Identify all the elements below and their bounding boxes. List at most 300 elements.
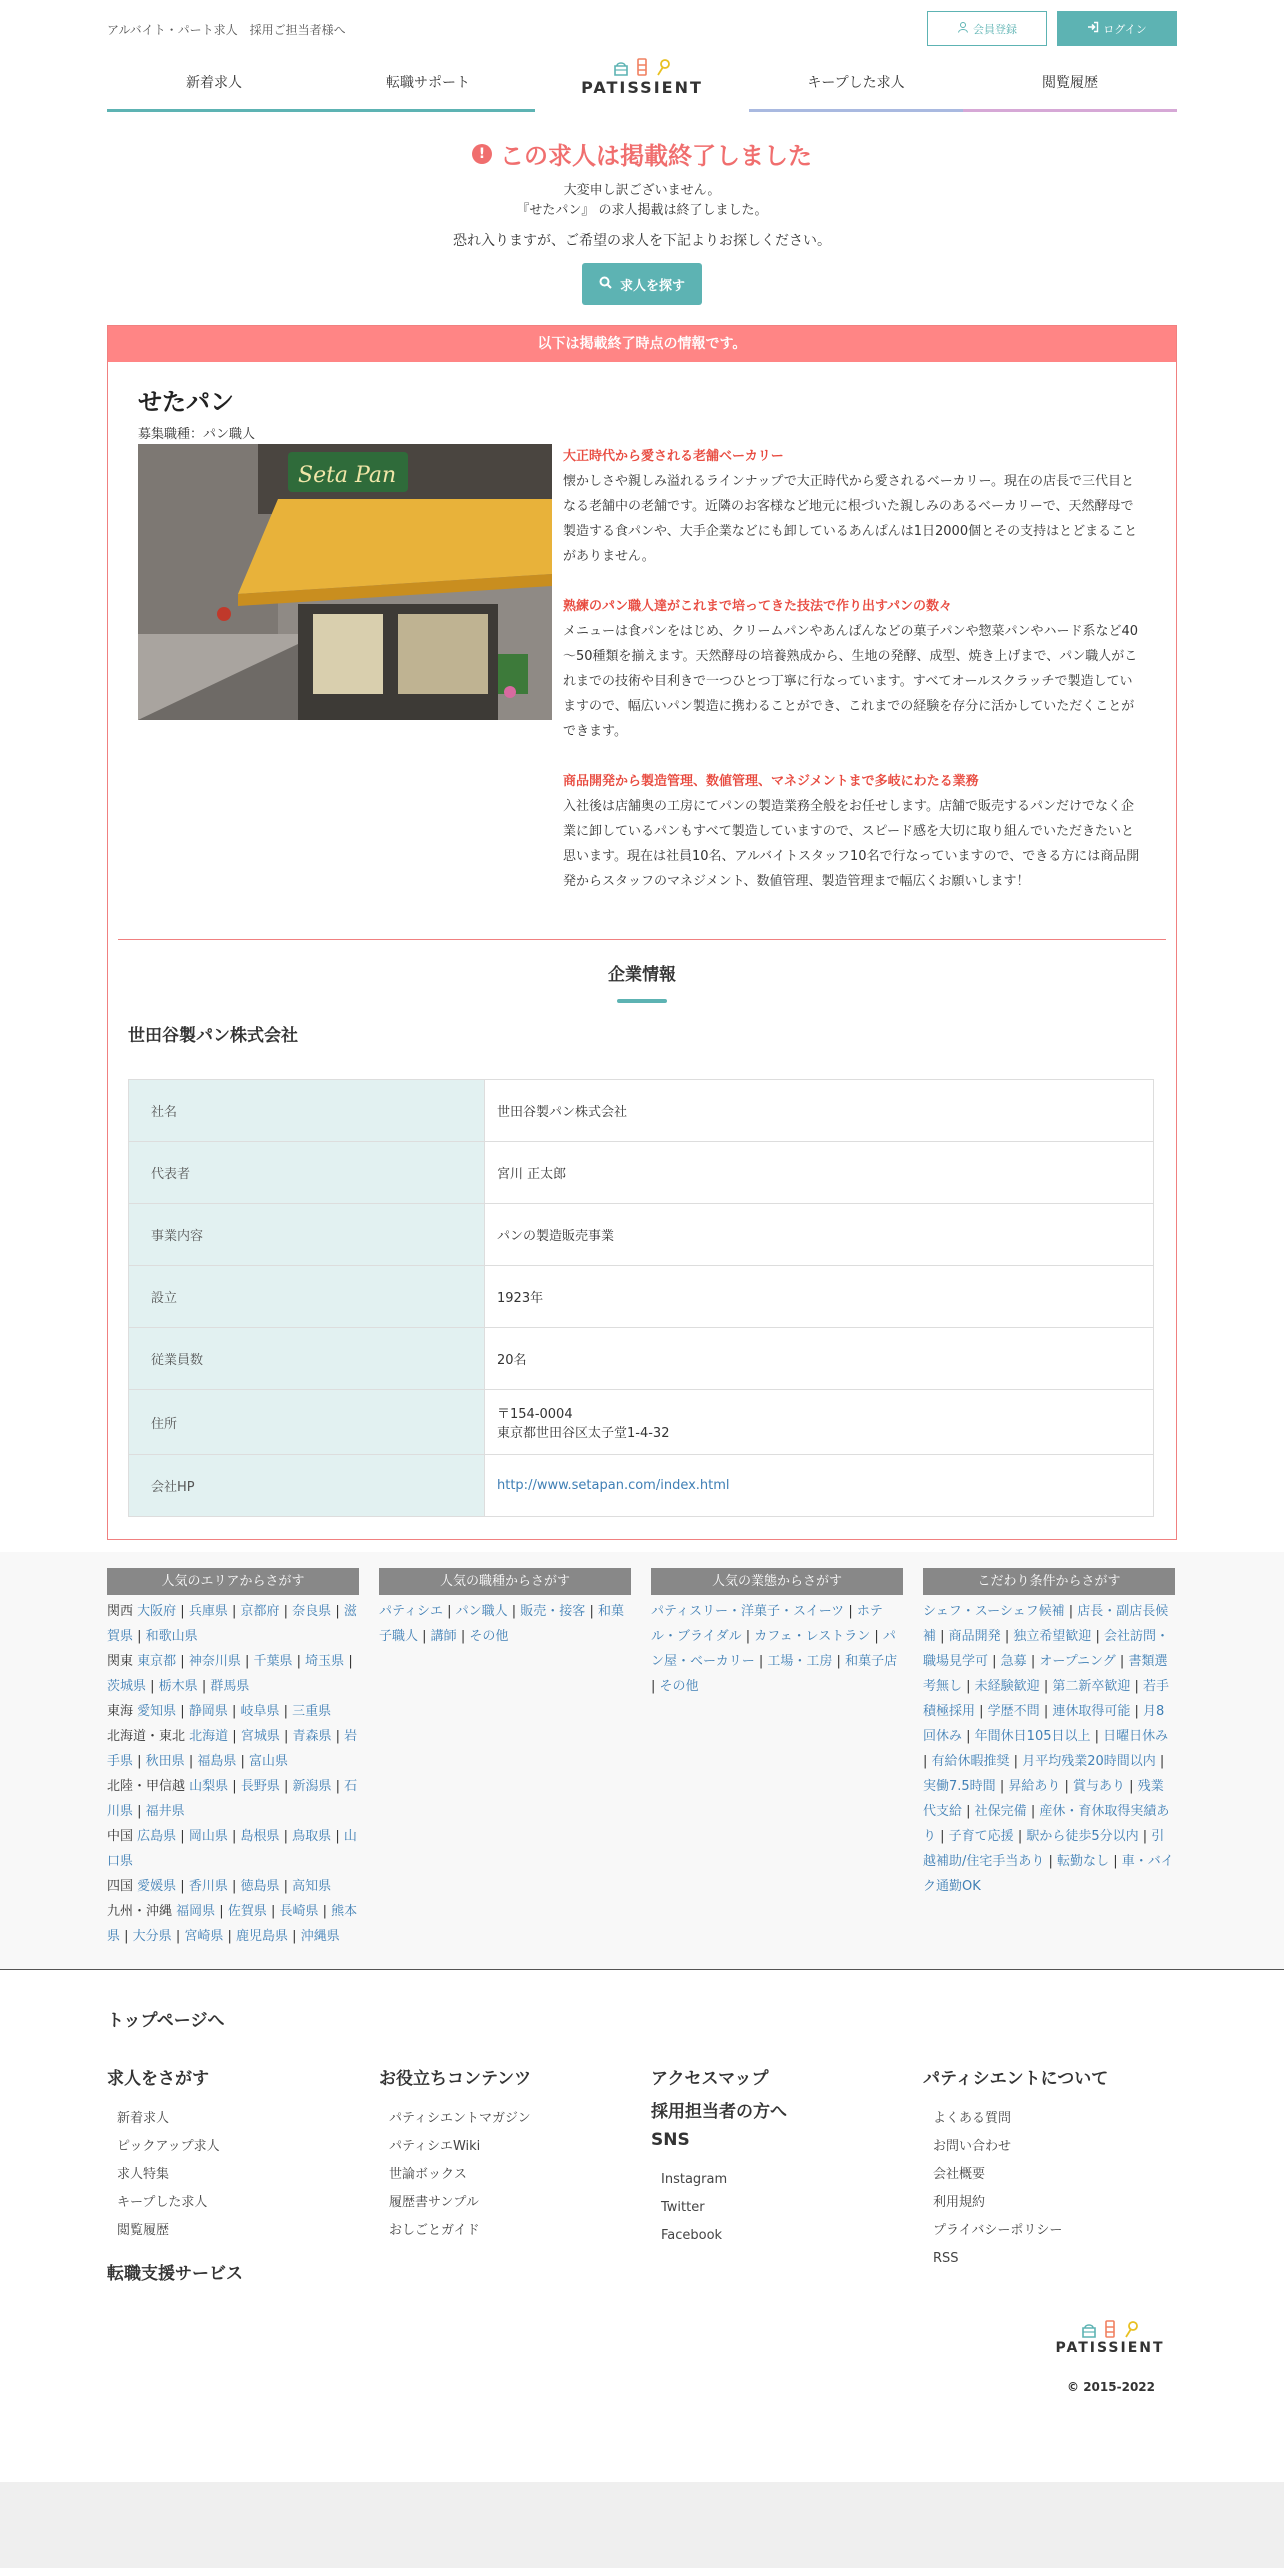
link-separator: | [1000,1629,1014,1644]
company-name: 世田谷製パン株式会社 [128,1026,298,1046]
search-link[interactable]: 岐阜県 [240,1704,280,1719]
link-separator: | [227,1879,241,1894]
link-separator: | [923,1754,932,1769]
search-link[interactable]: 宮城県 [240,1729,280,1744]
row-value: 宮川 正太郎 [485,1142,1154,1204]
search-link[interactable]: 長崎県 [279,1904,319,1919]
link-separator: | [227,1604,241,1619]
footer-link-list [107,2105,367,2245]
row-value [485,1390,1154,1455]
search-link[interactable]: 工場・工房 [767,1654,833,1669]
row-key: 住所 [129,1390,485,1455]
nav-history[interactable]: 閲覧履歴 [1042,75,1098,91]
section-heading-3: 商品開発から製造管理、数値管理、マネジメントまで多岐にわたる業務 [563,774,979,789]
search-link[interactable]: 書類選考無し [923,1654,1168,1694]
search-link[interactable]: 広島県 [137,1829,177,1844]
area-group [107,1649,359,1699]
row-value: 1923年 [485,1266,1154,1328]
link-separator: | [1026,1654,1040,1669]
link-separator: | [962,1679,975,1694]
search-link[interactable]: カフェ・レストラン [754,1629,871,1644]
search-link[interactable]: 茨城県 [107,1679,147,1694]
link-separator: | [197,1679,211,1694]
link-separator: | [279,1779,293,1794]
search-link[interactable]: 和菓子店 [845,1654,898,1669]
row-value [485,1455,1154,1517]
search-link[interactable]: 岩手県 [107,1729,358,1769]
area-group [107,1824,359,1874]
search-link[interactable]: パン屋・ベーカリー [651,1629,896,1669]
search-link[interactable]: 急募 [1000,1654,1027,1669]
section-heading-2: 熟練のパン職人達がこれまで培ってきた技法で作り出すパンの数々 [563,599,952,614]
area-group-label: 四国 [107,1879,134,1894]
postal-code: 〒154-0004 [497,1407,573,1422]
nav-career-support[interactable]: 転職サポート [386,75,470,91]
search-link[interactable]: 会社訪問・職場見学可 [923,1629,1170,1669]
link-separator: | [442,1604,456,1619]
search-link[interactable]: 長野県 [240,1779,280,1794]
link-separator: | [1109,1854,1122,1869]
table-row [129,1455,1154,1517]
search-link[interactable]: シェフ・スーシェフ候補 [923,1604,1065,1619]
footer-logo[interactable] [1045,2318,1175,2356]
search-links-section [0,1552,1284,1970]
link-separator: | [120,1929,133,1944]
search-link[interactable]: 千葉県 [253,1654,293,1669]
search-link[interactable]: 徳島県 [240,1879,280,1894]
job-detail [108,362,1176,939]
search-link[interactable]: 実働7.5時間 [923,1779,996,1794]
search-link[interactable]: 富山県 [249,1754,289,1769]
table-row [129,1390,1154,1455]
search-link[interactable]: 新潟県 [292,1779,332,1794]
footer-sns-link[interactable]: Twitter [661,2200,705,2215]
table-row [129,1080,1154,1142]
search-link[interactable]: その他 [469,1629,509,1644]
biz-search-title: 人気の業態からさがす [651,1568,903,1595]
shop-name: せたパン [138,388,234,416]
link-separator: | [288,1929,301,1944]
search-link[interactable]: 昇給あり [1008,1779,1061,1794]
search-icon [599,276,612,293]
link-separator: | [176,1829,189,1844]
header-tagline-link[interactable]: アルバイト・パート求人 採用ご担当者様へ [107,23,346,37]
cond-search-column [923,1568,1175,1949]
footer-col-about [923,2064,1183,2273]
area-group [107,1599,359,1649]
footer-sns-title: SNS [651,2130,690,2150]
link-separator: | [279,1879,293,1894]
job-description [563,444,1143,919]
job-search-column [379,1568,631,1949]
link-separator: | [1130,1704,1144,1719]
link-separator: | [331,1729,345,1744]
footer-link-list [379,2105,639,2245]
login-label: ログイン [1103,22,1147,36]
link-separator: | [1155,1754,1165,1769]
search-link[interactable]: 大阪府 [137,1604,177,1619]
search-link[interactable]: 東京都 [137,1654,177,1669]
link-separator: | [754,1654,768,1669]
link-separator: | [133,1754,146,1769]
footer-link[interactable]: ピックアップ求人 [117,2139,220,2154]
search-link[interactable]: 鹿児島県 [236,1929,289,1944]
search-link[interactable]: 群馬県 [210,1679,250,1694]
link-separator: | [651,1679,660,1694]
site-logo[interactable] [572,56,712,100]
link-separator: | [133,1629,146,1644]
shop-photo [138,444,552,720]
search-link[interactable]: 大分県 [132,1929,172,1944]
ended-notice [107,112,1177,305]
search-link[interactable]: 福井県 [145,1804,185,1819]
row-key: 従業員数 [129,1328,485,1390]
link-separator: | [171,1929,185,1944]
link-separator: | [228,1779,241,1794]
site-footer [107,1970,1177,2500]
table-row [129,1328,1154,1390]
search-link[interactable]: 若手積極採用 [923,1679,1170,1719]
footer-col-title: パティシエントについて [923,2069,1109,2089]
search-link[interactable]: 和歌山県 [145,1629,198,1644]
footer-link[interactable]: 閲覧履歴 [117,2223,170,2238]
link-separator: | [331,1604,344,1619]
link-separator: | [133,1804,146,1819]
section-body-3: 入社後は店舗奥の工房にてパンの製造業務全般をお任せします。店舗で販売するパンだけでなく企業に卸しているパンもすべて製造していますので、スピード感を大切に取り組んでいただきたいと思います。現在は社員10名、アルバイトスタッフ10名で行なっていますので、できる方には商品開発からスタッフのマネジメント、数値管理、製造管理まで幅広くお願いします！ [563,799,1140,889]
search-link[interactable]: 子育て応援 [948,1829,1014,1844]
search-link[interactable]: 愛媛県 [137,1879,177,1894]
section-body-1: 懐かしさや親しみ溢れるラインナップで大正時代から愛されるベーカリー。現在の店長で三代目となる老舗中の老舗です。近隣のお客様など地元に根づいた親しみのあるベーカリーで、天然酵母で製造する食パンや、大手企業などにも卸しているあんぱんは1日2000個とその支持はとどまることがありません。 [563,474,1138,564]
bottom-band [0,2482,1284,2568]
link-separator: | [227,1829,241,1844]
footer-col-title[interactable]: 求人をさがす [107,2069,209,2089]
search-link[interactable]: 独立希望歓迎 [1013,1629,1092,1644]
link-separator: | [279,1604,293,1619]
footer-for-recruiters[interactable]: 採用担当者の方へ [651,2102,787,2122]
search-link[interactable]: 第二新卒歓迎 [1052,1679,1131,1694]
table-row [129,1266,1154,1328]
area-group [107,1899,359,1949]
search-link[interactable]: 秋田県 [145,1754,185,1769]
ended-title-text: この求人は掲載終了しました [500,142,812,170]
search-link[interactable]: 講師 [430,1629,457,1644]
link-separator: | [962,1804,975,1819]
link-separator: | [1039,1704,1053,1719]
search-link[interactable]: 沖縄県 [300,1929,340,1944]
search-link[interactable]: ホテル・ブライダル [651,1604,883,1644]
footer-link[interactable]: 求人特集 [117,2167,170,2182]
link-separator: | [176,1654,189,1669]
company-info-table [128,1079,1154,1517]
area-group [107,1874,359,1899]
search-link[interactable]: 奈良県 [292,1604,332,1619]
link-separator: | [585,1604,598,1619]
section-heading-1: 大正時代から愛される老舗ベーカリー [563,449,784,464]
area-group-label: 九州・沖縄 [107,1904,173,1919]
link-separator: | [988,1654,1001,1669]
footer-link[interactable]: お問い合わせ [933,2139,1012,2154]
nav-new-jobs[interactable]: 新着求人 [186,75,242,91]
search-link[interactable]: 青森県 [292,1729,332,1744]
footer-link[interactable]: プライバシーポリシー [933,2223,1063,2238]
link-separator: | [184,1754,198,1769]
search-link[interactable]: 滋賀県 [107,1604,357,1644]
footer-link[interactable]: 新着求人 [117,2111,170,2126]
footer-link[interactable]: パティシエントマガジン [389,2111,531,2126]
link-separator: | [962,1729,975,1744]
link-separator: | [844,1604,857,1619]
search-link[interactable]: 月8回休み [923,1704,1165,1744]
company-hp-link[interactable]: http://www.setapan.com/index.html [497,1478,730,1493]
link-separator: | [331,1779,345,1794]
cond-search-title: こだわり条件からさがす [923,1568,1175,1595]
footer-col-search [107,2064,367,2300]
footer-col-contents [379,2064,639,2245]
footer-access-map[interactable]: アクセスマップ [651,2069,769,2089]
area-group [107,1699,359,1724]
search-link[interactable]: 駅から徒歩5分以内 [1026,1829,1139,1844]
area-group-label: 東海 [107,1704,134,1719]
area-group-label: 関西 [107,1604,134,1619]
nav-underline-kept [749,109,963,112]
search-link[interactable]: 販売・接客 [520,1604,586,1619]
footer-logo-text: PATISSIENT [1055,2340,1165,2356]
area-group [107,1774,359,1824]
search-link[interactable]: 年間休日105日以上 [974,1729,1091,1744]
footer-sns-link[interactable]: Instagram [661,2172,728,2187]
ended-title [107,136,1177,171]
search-link[interactable]: 未経験歓迎 [974,1679,1040,1694]
footer-link[interactable]: 世論ボックス [389,2167,467,2182]
logo-icons [572,56,712,76]
search-jobs-label: 求人を探す [619,278,685,294]
cond-link-list [923,1599,1175,1899]
search-link[interactable]: パティシエ [379,1604,443,1619]
link-separator: | [1026,1804,1040,1819]
search-link[interactable]: 和菓子職人 [379,1604,624,1644]
link-separator: | [236,1754,250,1769]
user-icon [957,21,969,36]
link-separator: | [1009,1754,1023,1769]
search-link[interactable]: 山梨県 [189,1779,229,1794]
notice-line-2: 『せたパン』 の求人掲載は終了しました。 [516,203,768,218]
link-separator: | [176,1879,189,1894]
link-separator: | [228,1729,241,1744]
archived-banner: 以下は掲載終了時点の情報です。 [108,326,1176,362]
search-link[interactable]: 賞与あり [1073,1779,1126,1794]
link-separator: | [1039,1679,1053,1694]
notice-line-3: 恐れ入りますが、ご希望の求人を下記よりお探しください。 [453,233,831,249]
search-link[interactable]: 日曜日休み [1103,1729,1169,1744]
search-link[interactable]: 三重県 [292,1704,332,1719]
register-button[interactable] [927,11,1047,46]
link-separator: | [279,1829,293,1844]
nav-underline-history [963,109,1177,112]
search-link[interactable]: 月平均残業20時間以内 [1022,1754,1156,1769]
search-link[interactable]: 愛知県 [137,1704,177,1719]
footer-sns-list [651,2166,911,2250]
link-separator: | [176,1604,189,1619]
link-separator: | [331,1829,344,1844]
footer-col-title[interactable]: お役立ちコンテンツ [379,2069,532,2089]
search-jobs-button[interactable] [582,263,702,305]
search-link[interactable]: 北海道 [189,1729,229,1744]
search-link[interactable]: 引越補助/住宅手当あり [923,1829,1165,1869]
link-separator: | [936,1829,949,1844]
link-separator: | [227,1704,241,1719]
search-link[interactable]: 商品開発 [948,1629,1001,1644]
search-link[interactable]: 福島県 [197,1754,237,1769]
link-separator: | [1090,1729,1104,1744]
link-separator: | [1064,1604,1078,1619]
search-link[interactable]: 佐賀県 [227,1904,267,1919]
link-separator: | [318,1904,332,1919]
footer-career-support[interactable]: 転職支援サービス [107,2264,243,2284]
link-separator: | [292,1654,306,1669]
link-separator: | [1130,1679,1144,1694]
link-separator: | [176,1704,189,1719]
link-separator: | [1138,1829,1152,1844]
address: 東京都世田谷区太子堂1-4-32 [497,1426,670,1441]
footer-link[interactable]: よくある質問 [933,2111,1012,2126]
area-group-label: 北陸・甲信越 [107,1779,186,1794]
search-link[interactable]: パティスリー・洋菓子・スイーツ [651,1604,845,1619]
section-body-2: メニューは食パンをはじめ、クリームパンやあんぱんなどの菓子パンや惣菜パンやハード系など40～50種類を揃えます。天然酵母の培養熟成から、生地の発酵、成型、焼き上げまで、パン職人がこれまでの技術や目利きで一つひとつ丁寧に行なっています。すべてオールスクラッチで製造していますので、幅広いパン製造に携わることができ、これまでの経験を存分に活かしていただくことができます。 [563,624,1139,739]
register-label: 会員登録 [973,22,1017,36]
area-search-title: 人気のエリアからさがす [107,1568,359,1595]
search-link[interactable]: 静岡県 [188,1704,228,1719]
search-link[interactable]: 鳥取県 [292,1829,332,1844]
notice-line-1: 大変申し訳ございません。 [563,183,721,198]
exclamation-icon: ! [472,144,492,164]
footer-link[interactable]: キープした求人 [117,2195,208,2210]
nav-kept-jobs[interactable]: キープした求人 [807,75,905,91]
footer-link[interactable]: 利用規約 [933,2195,986,2210]
search-link[interactable]: 福岡県 [176,1904,216,1919]
footer-link[interactable]: おしごとガイド [389,2223,480,2238]
footer-link[interactable]: 会社概要 [933,2167,986,2182]
job-link-list [379,1599,631,1649]
link-separator: | [1125,1779,1138,1794]
job-category: 募集職種：パン職人 [138,427,256,442]
link-separator: | [1091,1629,1105,1644]
area-group-label: 北海道・東北 [107,1729,186,1744]
search-link[interactable]: 有給休暇推奨 [931,1754,1010,1769]
job-search-title: 人気の職種からさがす [379,1568,631,1595]
search-link[interactable]: 車・バイク通勤OK [923,1854,1174,1894]
footer-link[interactable]: パティシエWiki [389,2139,481,2154]
search-link[interactable]: パン職人 [455,1604,508,1619]
link-separator: | [1115,1654,1129,1669]
nav-underline-left [107,109,535,112]
link-separator: | [995,1779,1009,1794]
sign-in-icon [1087,21,1099,36]
search-link[interactable]: 熊本県 [107,1904,358,1944]
link-separator: | [266,1904,280,1919]
logo-icons [1045,2318,1175,2338]
footer-link[interactable]: 履歴書サンプル [389,2195,479,2210]
search-link[interactable]: 社保完備 [974,1804,1027,1819]
area-link-list [107,1599,359,1949]
footer-link[interactable]: RSS [933,2251,959,2266]
link-separator: | [975,1704,988,1719]
search-link[interactable]: 産休・育休取得実績あり [923,1804,1170,1844]
search-link[interactable]: 連休取得可能 [1052,1704,1131,1719]
footer-link-list [923,2105,1183,2273]
search-link[interactable]: 残業代支給 [923,1779,1164,1819]
link-separator: | [1013,1829,1027,1844]
row-key: 事業内容 [129,1204,485,1266]
row-value: パンの製造販売事業 [485,1204,1154,1266]
link-separator: | [223,1929,237,1944]
copyright: © 2015-2022 [1067,2380,1155,2394]
global-nav [107,56,1177,112]
search-link[interactable]: 高知県 [292,1879,332,1894]
link-separator: | [507,1604,521,1619]
link-separator: | [1044,1854,1058,1869]
area-search-column [107,1568,359,1949]
section-divider [118,939,1166,940]
link-separator: | [215,1904,228,1919]
area-group-label: 関東 [107,1654,134,1669]
link-separator: | [279,1704,293,1719]
search-link[interactable]: 埼玉県 [305,1654,345,1669]
search-link[interactable]: オープニング [1039,1654,1116,1669]
link-separator: | [832,1654,846,1669]
link-separator: | [279,1729,293,1744]
link-separator: | [741,1629,755,1644]
biz-search-column [651,1568,903,1949]
search-link[interactable]: 島根県 [240,1829,280,1844]
link-separator: | [1060,1779,1074,1794]
search-link[interactable]: 京都府 [240,1604,280,1619]
row-value: 世田谷製パン株式会社 [485,1080,1154,1142]
search-link[interactable]: 栃木県 [158,1679,198,1694]
search-link[interactable]: 神奈川県 [188,1654,241,1669]
search-link[interactable]: 山口県 [107,1829,357,1869]
search-link[interactable]: 香川県 [188,1879,228,1894]
company-section-title: 企業情報 [608,965,676,985]
search-link[interactable]: 宮崎県 [184,1929,224,1944]
row-key: 会社HP [129,1455,485,1517]
search-link[interactable]: 石川県 [107,1779,358,1819]
row-key: 設立 [129,1266,485,1328]
search-link[interactable]: 店長・副店長候補 [923,1604,1169,1644]
link-separator: | [456,1629,470,1644]
search-link[interactable]: 転勤なし [1057,1854,1110,1869]
row-key: 社名 [129,1080,485,1142]
search-link[interactable]: 兵庫県 [188,1604,228,1619]
search-link[interactable]: 学歴不問 [987,1704,1040,1719]
link-separator: | [870,1629,883,1644]
company-title-underline [617,999,667,1003]
footer-col-access [651,2064,911,2250]
area-group [107,1724,359,1774]
biz-link-list [651,1599,903,1699]
shop-sign-text: Seta Pan [298,463,397,488]
search-link[interactable]: その他 [659,1679,699,1694]
top-page-link[interactable]: トップページへ [107,2011,225,2031]
logo-text: PATISSIENT [581,78,703,97]
top-bar [107,0,1177,56]
area-group-label: 中国 [107,1829,134,1844]
link-separator: | [146,1679,159,1694]
login-button[interactable] [1057,11,1177,46]
footer-sns-link[interactable]: Facebook [661,2228,723,2243]
row-key: 代表者 [129,1142,485,1204]
search-link[interactable]: 岡山県 [188,1829,228,1844]
table-row [129,1204,1154,1266]
